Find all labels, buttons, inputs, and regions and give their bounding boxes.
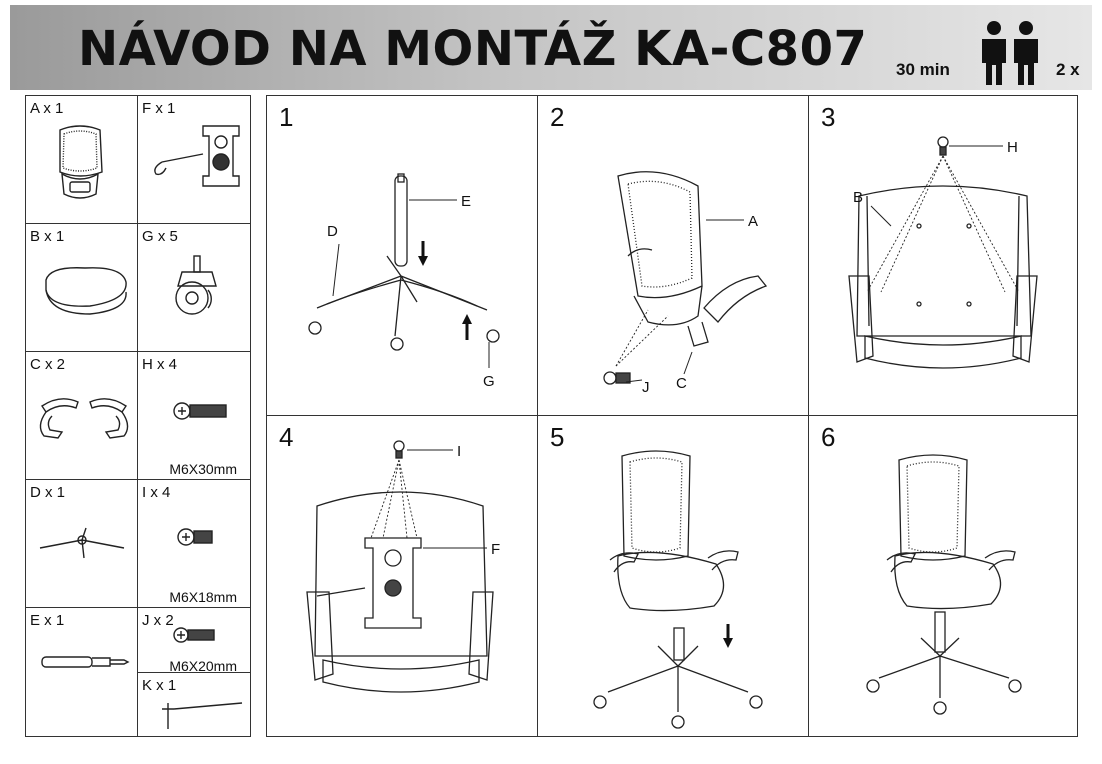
callout-i: I bbox=[457, 443, 462, 460]
part-h bbox=[138, 352, 251, 480]
base-icon bbox=[32, 518, 132, 578]
bolt-icon bbox=[176, 522, 226, 552]
part-g bbox=[138, 224, 251, 352]
part-f bbox=[138, 96, 251, 224]
part-label: G x 5 bbox=[142, 228, 178, 245]
gas-cylinder-icon bbox=[40, 652, 130, 672]
bolt-spec: M6X18mm bbox=[169, 589, 237, 605]
step-6-illustration bbox=[809, 416, 1078, 737]
document-title: NÁVOD NA MONTÁŽ KA-C807 bbox=[78, 21, 868, 77]
part-label: D x 1 bbox=[30, 484, 66, 501]
mechanism-plate-icon bbox=[148, 122, 248, 192]
step-number: 4 bbox=[279, 422, 294, 452]
step-number: 1 bbox=[279, 102, 294, 132]
step-number: 3 bbox=[821, 102, 836, 132]
step-2-illustration bbox=[538, 96, 809, 416]
assembly-steps bbox=[266, 95, 1078, 737]
callout-a: A bbox=[748, 213, 759, 230]
armrest-icon bbox=[32, 392, 136, 452]
step-4-illustration bbox=[267, 416, 538, 737]
part-i bbox=[138, 480, 251, 608]
callout-g: G bbox=[483, 373, 495, 390]
people-count: 2 x bbox=[1056, 60, 1080, 79]
callout-d: D bbox=[327, 223, 338, 240]
part-label: A x 1 bbox=[30, 100, 64, 117]
step-1-illustration bbox=[267, 96, 538, 416]
bolt-spec: M6X20mm bbox=[169, 658, 237, 674]
step-5-illustration bbox=[538, 416, 809, 737]
caster-icon bbox=[172, 254, 222, 324]
part-label: I x 4 bbox=[142, 484, 171, 501]
part-label: C x 2 bbox=[30, 356, 66, 373]
callout-f: F bbox=[491, 541, 501, 558]
hex-key-icon bbox=[158, 693, 248, 733]
part-a bbox=[26, 96, 138, 224]
step-number: 5 bbox=[550, 422, 565, 452]
part-label: K x 1 bbox=[142, 677, 177, 694]
two-people-icon bbox=[978, 19, 1042, 85]
part-label: F x 1 bbox=[142, 100, 176, 117]
step-3 bbox=[809, 96, 1078, 416]
part-j bbox=[138, 608, 251, 673]
assembly-time: 30 min bbox=[896, 60, 950, 79]
backrest-icon bbox=[50, 122, 110, 206]
part-b bbox=[26, 224, 138, 352]
bolt-spec: M6X30mm bbox=[169, 461, 237, 477]
step-4 bbox=[267, 416, 538, 737]
part-d bbox=[26, 480, 138, 608]
part-c bbox=[26, 352, 138, 480]
callout-b: B bbox=[853, 189, 864, 206]
part-label: B x 1 bbox=[30, 228, 65, 245]
seat-cushion-icon bbox=[40, 260, 130, 320]
step-1 bbox=[267, 96, 538, 416]
header-banner bbox=[10, 5, 1092, 90]
step-6 bbox=[809, 416, 1078, 737]
bolt-icon bbox=[172, 396, 232, 426]
callout-h: H bbox=[1007, 139, 1018, 156]
callout-c: C bbox=[676, 375, 687, 392]
step-2 bbox=[538, 96, 809, 416]
part-e bbox=[26, 608, 138, 737]
step-5 bbox=[538, 416, 809, 737]
step-number: 2 bbox=[550, 102, 565, 132]
part-k bbox=[138, 673, 251, 737]
callout-j: J bbox=[642, 379, 650, 396]
parts-list bbox=[25, 95, 251, 737]
part-label: J x 2 bbox=[142, 612, 174, 629]
part-label: H x 4 bbox=[142, 356, 178, 373]
step-3-illustration bbox=[809, 96, 1078, 416]
part-label: E x 1 bbox=[30, 612, 65, 629]
step-number: 6 bbox=[821, 422, 836, 452]
bolt-icon bbox=[172, 622, 222, 648]
callout-e: E bbox=[461, 193, 472, 210]
